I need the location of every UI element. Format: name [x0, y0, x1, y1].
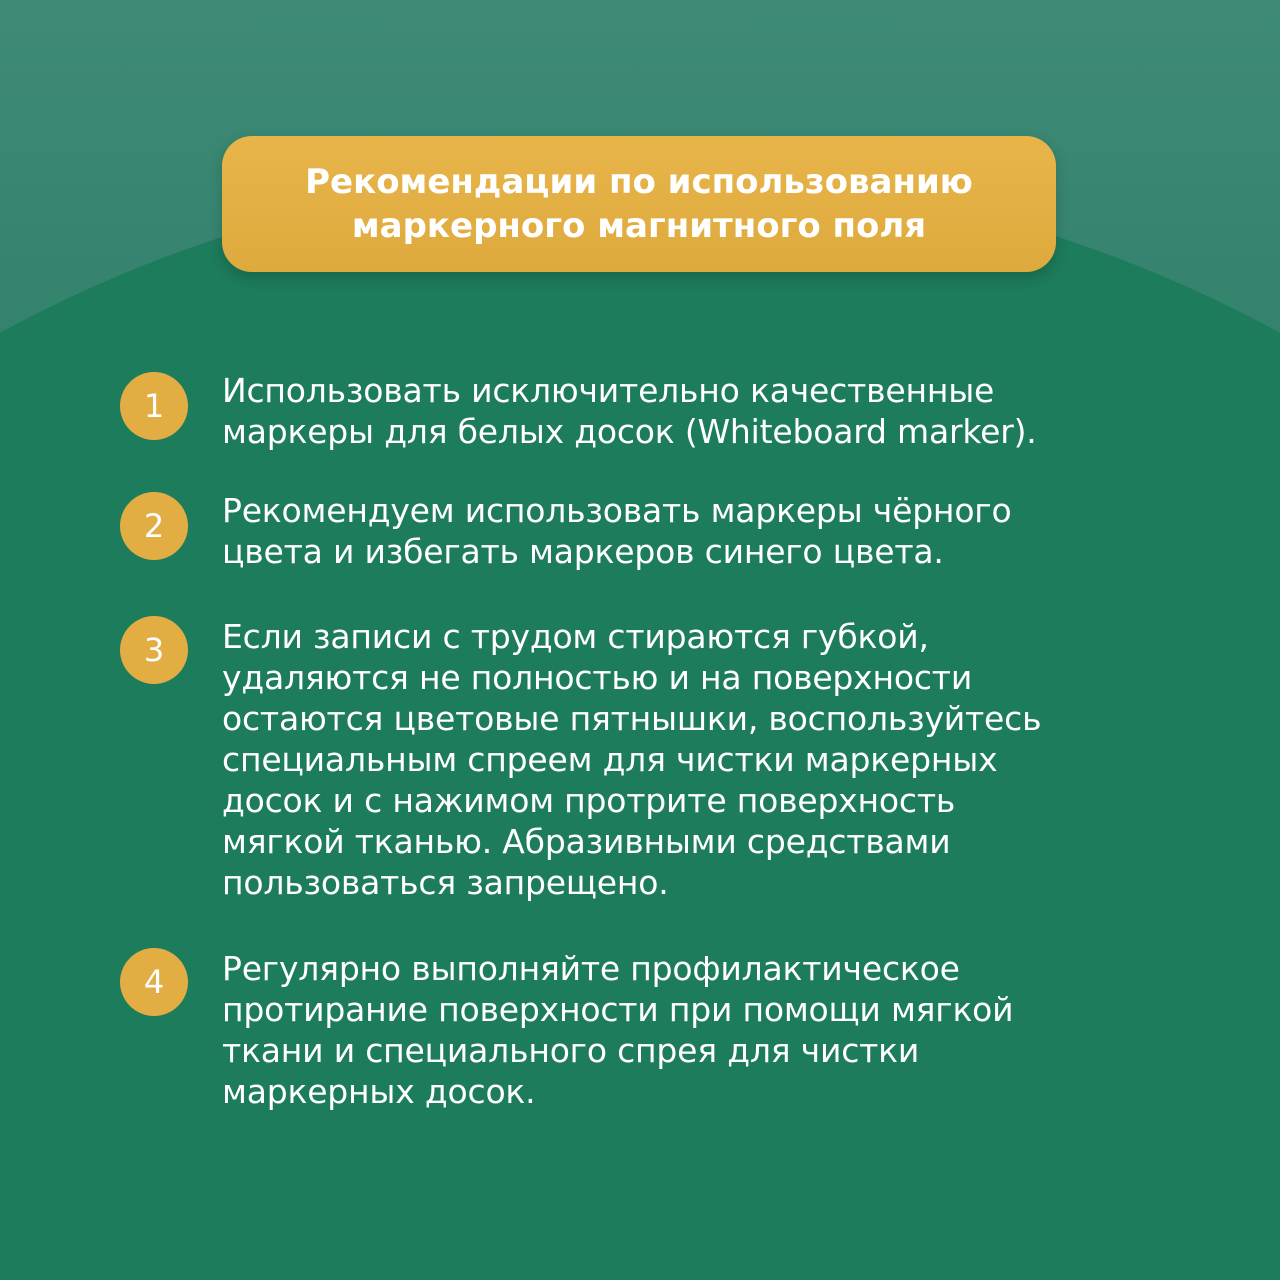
- number-badge: [120, 372, 188, 440]
- title-line-1: Рекомендации по использованию: [305, 162, 973, 202]
- number-badge-label: 1: [143, 387, 165, 425]
- list-item-text: [222, 948, 1182, 1112]
- text-line: Рекомендуем использовать маркеры чёрного: [222, 491, 1012, 530]
- text-line: Использовать исключительно качественные: [222, 371, 995, 410]
- text-line: пользоваться запрещено.: [222, 863, 669, 902]
- text-line: Если записи с трудом стираются губкой,: [222, 617, 929, 656]
- text-line: маркерных досок.: [222, 1072, 536, 1111]
- text-line: остаются цветовые пятнышки, воспользуйтесь: [222, 699, 1042, 738]
- text-line: удаляются не полностью и на поверхности: [222, 658, 973, 697]
- text-line: маркеры для белых досок (Whiteboard marker).: [222, 412, 1037, 451]
- list-item-text: [222, 616, 1182, 903]
- number-badge-label: 4: [143, 963, 165, 1001]
- text-line: специальным спреем для чистки маркерных: [222, 740, 998, 779]
- list-item-text: [222, 490, 1182, 572]
- title-banner: [222, 136, 1056, 272]
- list-item-text: [222, 370, 1182, 452]
- text-line: цвета и избегать маркеров синего цвета.: [222, 532, 944, 571]
- number-badge: [120, 492, 188, 560]
- number-badge-label: 2: [143, 507, 165, 545]
- text-line: мягкой тканью. Абразивными средствами: [222, 822, 951, 861]
- number-badge-label: 3: [143, 631, 165, 669]
- title-line-2: маркерного магнитного поля: [351, 206, 927, 246]
- text-line: Регулярно выполняйте профилактическое: [222, 949, 960, 988]
- number-badge: [120, 616, 188, 684]
- number-badge: [120, 948, 188, 1016]
- text-line: протирание поверхности при помощи мягкой: [222, 990, 1014, 1029]
- text-line: ткани и специального спрея для чистки: [222, 1031, 920, 1070]
- text-line: досок и с нажимом протрите поверхность: [222, 781, 956, 820]
